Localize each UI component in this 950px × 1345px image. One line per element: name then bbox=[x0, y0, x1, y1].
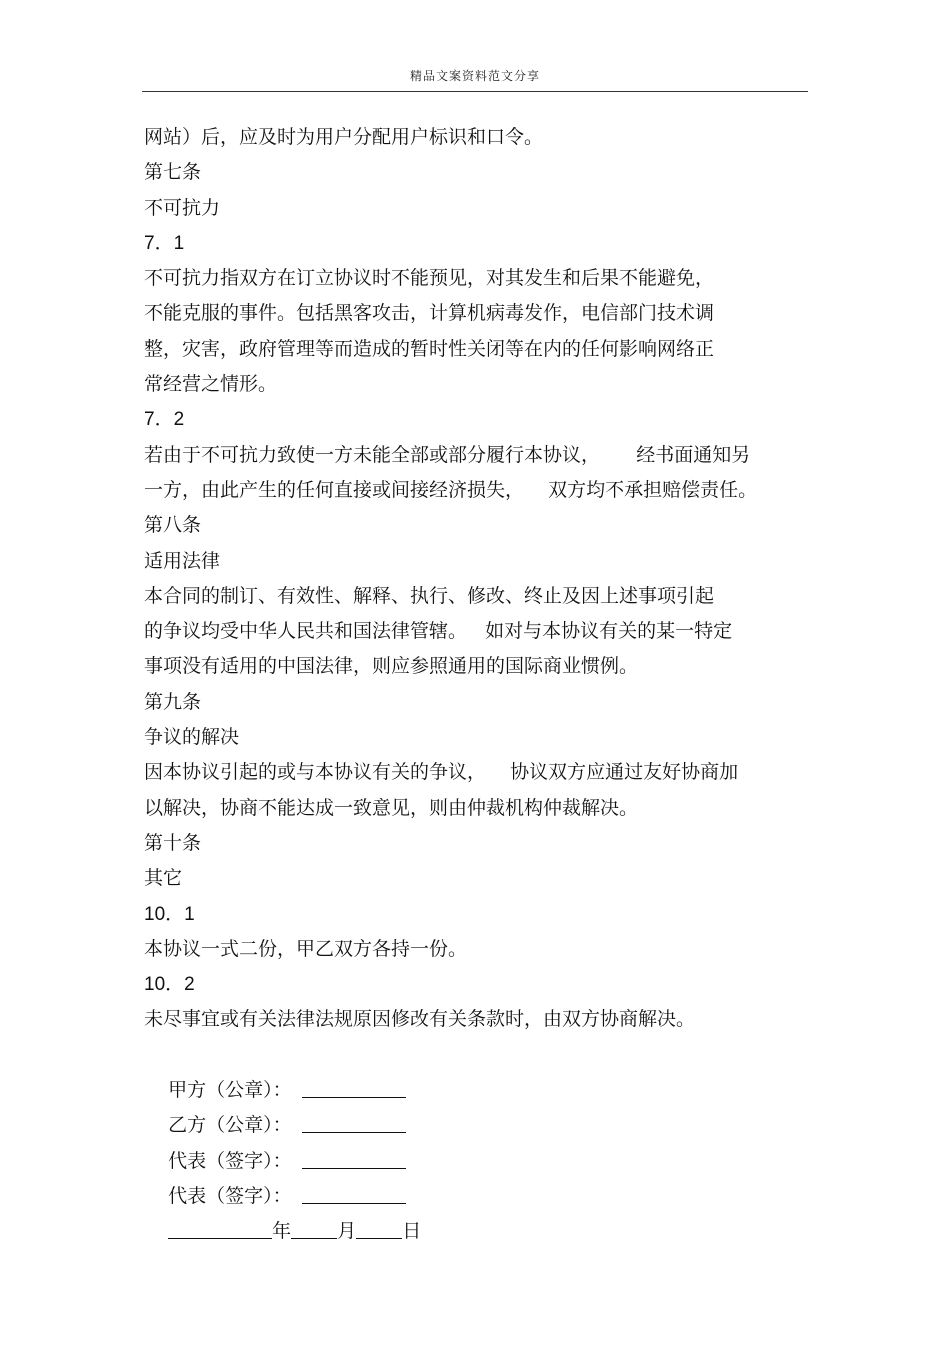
month-blank[interactable] bbox=[291, 1216, 337, 1239]
signature-label: 代表（签字）： bbox=[168, 1184, 292, 1207]
paragraph-line: 本合同的制订、有效性、解释、执行、修改、终止及因上述事项引起 bbox=[144, 584, 715, 607]
signature-label: 代表（签字）： bbox=[168, 1149, 292, 1172]
paragraph-line: 不可抗力指双方在订立协议时不能预见，对其发生和后果不能避免， bbox=[144, 267, 715, 290]
year-blank[interactable] bbox=[168, 1216, 272, 1239]
month-label: 月 bbox=[337, 1220, 357, 1243]
signature-blank[interactable] bbox=[302, 1110, 406, 1133]
article-heading: 第七条 bbox=[144, 161, 202, 184]
header-divider bbox=[142, 91, 808, 92]
article-title: 争议的解决 bbox=[144, 726, 240, 749]
article-heading: 第九条 bbox=[144, 690, 202, 713]
paragraph-line: 不能克服的事件。包括黑客攻击，计算机病毒发作，电信部门技术调 bbox=[144, 302, 715, 325]
signature-blank[interactable] bbox=[302, 1146, 406, 1169]
paragraph-line: 整，灾害，政府管理等而造成的暂时性关闭等在内的任何影响网络正 bbox=[144, 337, 715, 360]
article-heading: 第八条 bbox=[144, 514, 202, 537]
day-label: 日 bbox=[402, 1220, 422, 1243]
clause-number: 10．1 bbox=[144, 903, 195, 925]
paragraph-line: 网站）后，应及时为用户分配用户标识和口令。 bbox=[144, 126, 544, 148]
article-title: 其它 bbox=[144, 867, 183, 890]
day-blank[interactable] bbox=[356, 1216, 402, 1239]
paragraph-line: 常经营之情形。 bbox=[144, 373, 278, 396]
signature-label: 乙方（公章）： bbox=[168, 1114, 292, 1137]
article-title: 适用法律 bbox=[144, 549, 221, 572]
clause-number: 7．2 bbox=[144, 409, 185, 431]
article-title: 不可抗力 bbox=[144, 196, 221, 219]
paragraph-line: 若由于不可抗力致使一方未能全部或部分履行本协议， 经书面通知另 bbox=[144, 443, 751, 466]
clause-number: 10．2 bbox=[144, 974, 195, 996]
paragraph-line: 未尽事宜或有关法律法规原因修改有关条款时，由双方协商解决。 bbox=[144, 1008, 696, 1031]
signature-blank[interactable] bbox=[302, 1181, 406, 1204]
signature-blank[interactable] bbox=[302, 1075, 406, 1098]
paragraph-line: 的争议均受中华人民共和国法律管辖。 如对与本协议有关的某一特定 bbox=[144, 620, 733, 643]
signature-label: 甲方（公章）： bbox=[168, 1079, 292, 1102]
year-label: 年 bbox=[272, 1220, 292, 1243]
paragraph-line: 事项没有适用的中国法律，则应参照通用的国际商业惯例。 bbox=[144, 655, 639, 678]
page-header: 精品文案资料范文分享 bbox=[409, 69, 540, 83]
paragraph-line: 因本协议引起的或与本协议有关的争议， 协议双方应通过友好协商加 bbox=[144, 761, 739, 784]
document-body bbox=[144, 120, 808, 1243]
paragraph-line: 以解决，协商不能达成一致意见，则由仲裁机构仲裁解决。 bbox=[144, 796, 639, 819]
clause-number: 7．1 bbox=[144, 232, 185, 254]
paragraph-line: 一方，由此产生的任何直接或间接经济损失， 双方均不承担赔偿责任。 bbox=[144, 478, 758, 501]
signature-line-party-a bbox=[144, 1038, 808, 1102]
paragraph-line: 本协议一式二份，甲乙双方各持一份。 bbox=[144, 937, 468, 960]
article-heading: 第十条 bbox=[144, 831, 202, 854]
